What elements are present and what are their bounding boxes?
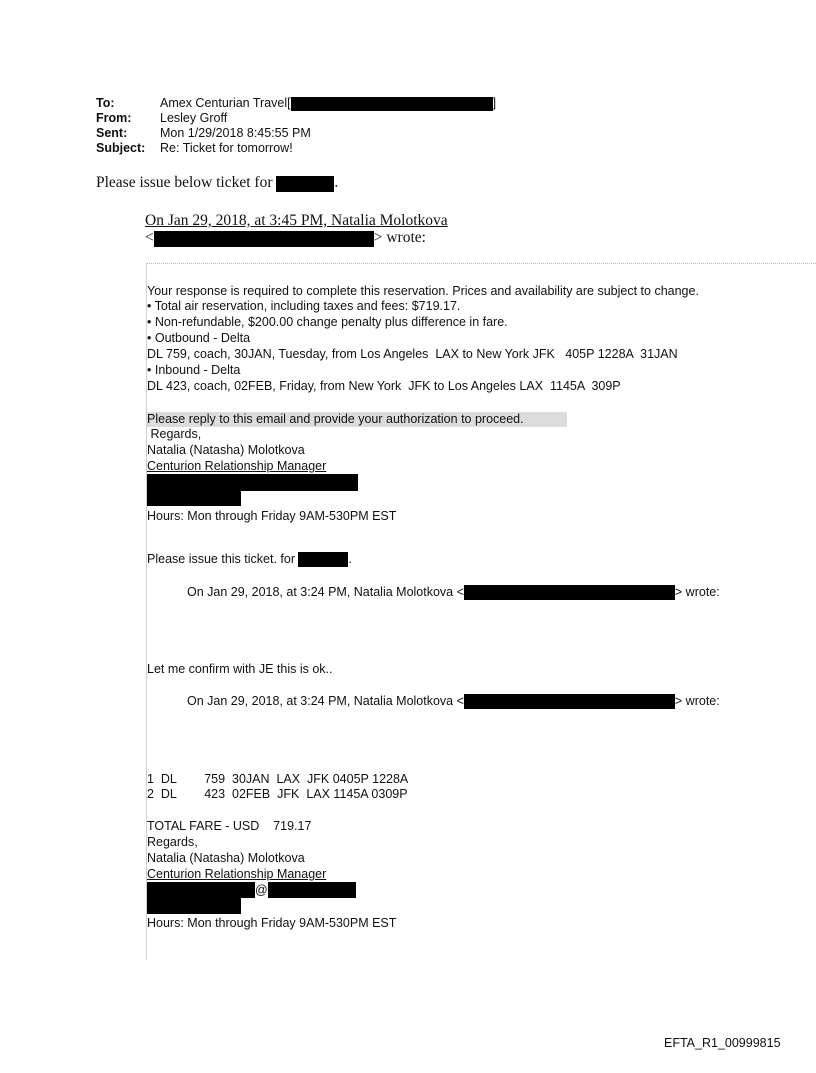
bullet-inbound: • Inbound - Delta xyxy=(147,363,241,377)
redaction-block xyxy=(276,176,334,192)
to-name: Amex Centurian Travel[ xyxy=(160,96,291,110)
itinerary-line-2: 2 DL 423 02FEB JFK LAX 1145A 0309P xyxy=(147,787,408,801)
reply-text: Please issue below ticket for xyxy=(96,174,273,191)
redaction-block xyxy=(147,474,358,491)
itinerary-line-1: 1 DL 759 30JAN LAX JFK 0405P 1228A xyxy=(147,772,409,786)
bullet-penalty: • Non-refundable, $200.00 change penalty plus difference in fare. xyxy=(147,315,508,329)
message-intro: Your response is required to complete this reservation. Prices and availability are subject to change. xyxy=(147,284,699,298)
from-label: From: xyxy=(96,111,132,125)
regards: Regards, xyxy=(147,427,202,441)
signature-email xyxy=(147,882,356,898)
email-wrote: > wrote: xyxy=(373,229,426,246)
attribution-wrote: > wrote: xyxy=(674,585,720,599)
redaction-block xyxy=(291,97,493,111)
inbound-flight: DL 423, coach, 02FEB, Friday, from New York JFK to Los Angeles LAX 1145A 309P xyxy=(147,379,621,393)
subject-label: Subject: xyxy=(96,141,146,155)
attribution-text: On Jan 29, 2018, at 3:24 PM, Natalia Molotkova < xyxy=(187,585,464,599)
signature-name: Natalia (Natasha) Molotkova xyxy=(147,443,305,457)
outbound-flight: DL 759, coach, 30JAN, Tuesday, from Los Angeles LAX to New York JFK 405P 1228A 31JAN xyxy=(147,347,678,361)
redaction-block xyxy=(268,882,356,898)
redaction-block xyxy=(464,585,675,600)
to-value xyxy=(160,96,496,111)
total-fare: TOTAL FARE - USD 719.17 xyxy=(147,819,312,833)
redaction-block xyxy=(147,882,255,898)
subject-value: Re: Ticket for tomorrow! xyxy=(160,141,293,155)
email-at: @ xyxy=(255,883,268,897)
to-label: To: xyxy=(96,96,115,110)
quote-attribution-2 xyxy=(187,585,720,600)
regards: Regards, xyxy=(147,835,198,849)
issue-suffix: . xyxy=(348,552,352,566)
attribution-text: On Jan 29, 2018, at 3:24 PM, Natalia Molotkova < xyxy=(187,694,464,708)
signature-title: Centurion Relationship Manager xyxy=(147,459,327,473)
redaction-block xyxy=(147,898,241,914)
quote-attribution-1: On Jan 29, 2018, at 3:45 PM, Natalia Molotkova xyxy=(145,212,448,229)
attribution-wrote: > wrote: xyxy=(674,694,720,708)
redaction-block xyxy=(298,552,348,567)
redaction-block xyxy=(464,694,675,709)
signature-name: Natalia (Natasha) Molotkova xyxy=(147,851,305,865)
signature-title: Centurion Relationship Manager xyxy=(147,867,327,881)
reply-suffix: . xyxy=(334,174,339,191)
document-id: EFTA_R1_00999815 xyxy=(664,1036,781,1050)
to-suffix: ] xyxy=(492,96,497,110)
quote-attribution-1-email xyxy=(145,229,426,247)
authorization-request: Please reply to this email and provide your authorization to proceed. xyxy=(147,412,567,427)
issue-line xyxy=(147,552,352,567)
reply-line xyxy=(96,174,338,192)
quote-attribution-3 xyxy=(187,694,720,709)
bullet-outbound: • Outbound - Delta xyxy=(147,331,251,345)
quote-divider xyxy=(146,263,816,264)
redaction-block xyxy=(147,490,241,506)
email-lt: < xyxy=(145,229,154,246)
business-hours: Hours: Mon through Friday 9AM-530PM EST xyxy=(147,916,397,930)
from-value: Lesley Groff xyxy=(160,111,228,125)
redaction-block xyxy=(154,231,374,247)
issue-text: Please issue this ticket. for xyxy=(147,552,295,566)
sent-label: Sent: xyxy=(96,126,128,140)
confirm-line: Let me confirm with JE this is ok.. xyxy=(147,662,333,676)
bullet-total: • Total air reservation, including taxes and fees: $719.17. xyxy=(147,299,461,313)
business-hours: Hours: Mon through Friday 9AM-530PM EST xyxy=(147,509,397,523)
sent-value: Mon 1/29/2018 8:45:55 PM xyxy=(160,126,311,140)
